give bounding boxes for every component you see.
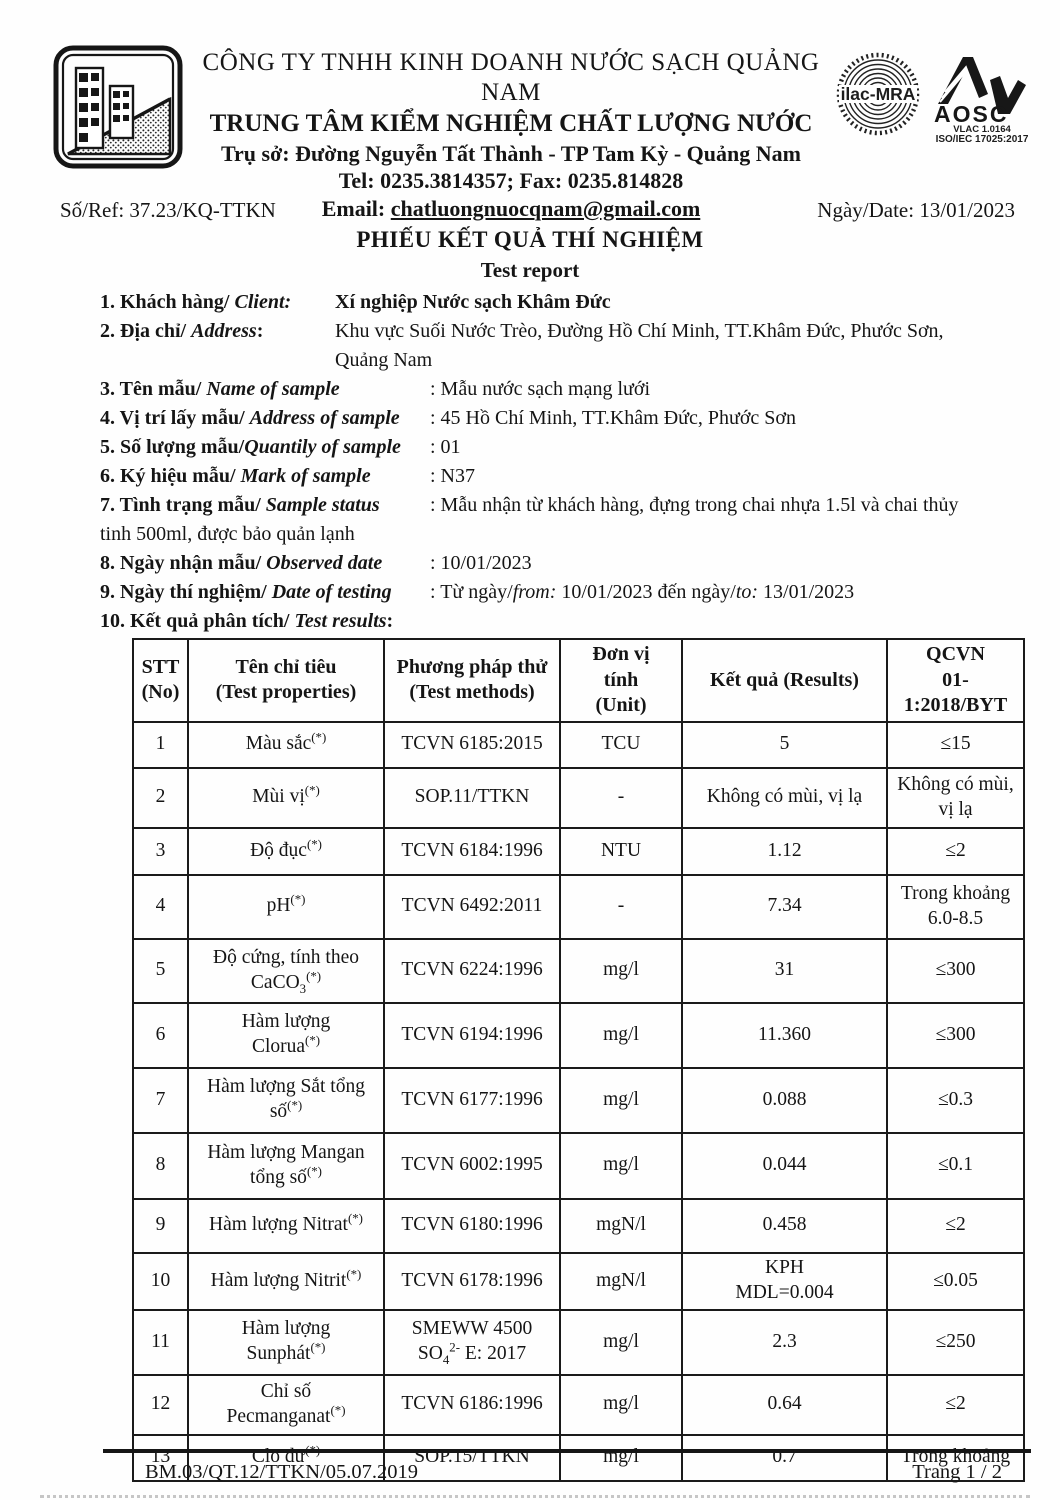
ilac-stamp-text: ilac-MRA	[840, 84, 916, 104]
cell-method: TCVN 6184:1996	[384, 828, 560, 875]
cell-result: 11.360	[682, 1003, 887, 1068]
cell-result: KPH MDL=0.004	[682, 1253, 887, 1310]
cell-result: 7.34	[682, 875, 887, 939]
table-row	[133, 875, 1024, 939]
report-title: PHIẾU KẾT QUẢ THÍ NGHIỆM	[356, 227, 704, 252]
table-row	[133, 1003, 1024, 1068]
info-item	[60, 317, 1016, 375]
cell-unit: mg/l	[560, 1003, 682, 1068]
cell-name: Clo dư(*)	[188, 1435, 384, 1481]
cell-unit: -	[560, 768, 682, 828]
info-item-label: 5. Số lượng mẫu/Quantily of sample	[100, 436, 401, 458]
company-telfax: Tel: 0235.3814357; Fax: 0235.814828	[338, 168, 684, 194]
cell-stt: 2	[133, 768, 188, 828]
company-name: CÔNG TY TNHH KINH DOANH NƯỚC SẠCH QUẢNG NAM	[202, 49, 820, 106]
info-item-value: Xí nghiệp Nước sạch Khâm Đức	[335, 291, 611, 313]
info-item-value: Khu vực Suối Nước Trèo, Đường Hồ Chí Minh, TT.Khâm Đức, Phước Sơn, Quảng Nam	[335, 320, 944, 371]
cell-method: TCVN 6194:1996	[384, 1003, 560, 1068]
cell-result: Không có mùi, vị lạ	[682, 768, 887, 828]
info-item-label: 1. Khách hàng/ Client:	[100, 291, 292, 313]
cell-limit: ≤2	[887, 828, 1024, 875]
info-item-label: 3. Tên mẫu/ Name of sample	[100, 378, 340, 400]
cell-name: Hàm lượng Sắt tổng số(*)	[188, 1068, 384, 1133]
cell-method: TCVN 6178:1996	[384, 1253, 560, 1310]
results-table-body	[133, 722, 1024, 1481]
col-header-limit: QCVN 01- 1:2018/BYT	[887, 639, 1024, 722]
results-table-wrap	[132, 638, 1029, 1468]
cell-stt: 4	[133, 875, 188, 939]
table-row	[133, 828, 1024, 875]
cell-name: Độ cứng, tính theo CaCO$_3$(*)	[188, 939, 384, 1003]
results-table	[132, 638, 1025, 1482]
center-name: TRUNG TÂM KIỂM NGHIỆM CHẤT LƯỢNG NƯỚC	[209, 110, 813, 137]
cell-stt: 8	[133, 1133, 188, 1199]
table-row	[133, 1253, 1024, 1310]
info-item	[60, 375, 1016, 404]
cell-limit: Trong khoảng	[887, 1435, 1024, 1481]
cell-method: TCVN 6186:1996	[384, 1375, 560, 1435]
cell-name: Màu sắc(*)	[188, 722, 384, 768]
cell-unit: -	[560, 875, 682, 939]
cell-unit: mg/l	[560, 939, 682, 1003]
page-cut-divider	[103, 1449, 1031, 1453]
cell-stt: 13	[133, 1435, 188, 1481]
table-row	[133, 1310, 1024, 1375]
cell-unit: mg/l	[560, 1435, 682, 1481]
table-row	[133, 1375, 1024, 1435]
info-item-label: 10. Kết quả phân tích/ Test results:	[100, 610, 394, 632]
info-item-value: : Mẫu nhận từ khách hàng, đựng trong chai nhựa 1.5l và chai thủy tinh 500ml, được bảo quản lạnh	[100, 494, 959, 545]
info-item-value: : Từ ngày/from: 10/01/2023 đến ngày/to: 13/01/2023	[430, 581, 855, 603]
cell-limit: Không có mùi, vị lạ	[887, 768, 1024, 828]
cell-limit: ≤0.1	[887, 1133, 1024, 1199]
info-list	[60, 288, 1016, 636]
cell-stt: 11	[133, 1310, 188, 1375]
scan-artifact-line	[40, 1495, 1030, 1498]
info-item-value: : N37	[430, 465, 475, 487]
table-row	[133, 939, 1024, 1003]
info-item	[60, 578, 1016, 607]
email-link[interactable]: chatluongnuocqnam@gmail.com	[390, 195, 701, 221]
letterhead	[52, 44, 1032, 222]
cell-name: Hàm lượng Sunphát(*)	[188, 1310, 384, 1375]
cell-method: TCVN 6002:1995	[384, 1133, 560, 1199]
col-header-name: Tên chỉ tiêu (Test properties)	[188, 639, 384, 722]
cell-method: TCVN 6224:1996	[384, 939, 560, 1003]
cell-limit: ≤15	[887, 722, 1024, 768]
title-block	[0, 226, 1060, 283]
aosc-stamp-icon	[930, 52, 1030, 144]
cell-unit: mg/l	[560, 1310, 682, 1375]
aosc-stamp-text: AOSC	[934, 101, 1009, 127]
info-item	[60, 288, 1016, 317]
cell-limit: ≤2	[887, 1375, 1024, 1435]
vlac-number: VLAC 1.0164	[953, 124, 1011, 135]
cell-stt: 5	[133, 939, 188, 1003]
info-item-label: 2. Địa chỉ/ Address:	[100, 320, 264, 342]
cell-limit: ≤0.3	[887, 1068, 1024, 1133]
info-item	[60, 607, 1016, 636]
table-row	[133, 768, 1024, 828]
cell-method: SMEWW 4500 $SO_4^{2-}$ E: 2017	[384, 1310, 560, 1375]
cell-unit: mgN/l	[560, 1199, 682, 1253]
company-address: Trụ sở: Đường Nguyễn Tất Thành - TP Tam Kỳ - Quảng Nam	[221, 141, 801, 166]
col-header-stt: STT (No)	[133, 639, 188, 722]
cell-unit: mg/l	[560, 1068, 682, 1133]
accreditation-stamps	[836, 44, 1032, 144]
ref-number: Số/Ref: 37.23/KQ-TTKN	[60, 198, 276, 222]
cell-stt: 1	[133, 722, 188, 768]
info-item	[60, 462, 1016, 491]
results-table-head	[133, 639, 1024, 722]
cell-result: 0.7	[682, 1435, 887, 1481]
cell-method: TCVN 6177:1996	[384, 1068, 560, 1133]
info-item-value: : 10/01/2023	[430, 552, 532, 574]
meta-row	[60, 195, 1015, 223]
info-item	[60, 491, 1016, 549]
info-item	[60, 404, 1016, 433]
cell-name: Độ đục(*)	[188, 828, 384, 875]
cell-unit: mg/l	[560, 1375, 682, 1435]
ilac-mra-stamp-icon	[836, 52, 920, 138]
cell-result: 0.088	[682, 1068, 887, 1133]
cell-method: TCVN 6180:1996	[384, 1199, 560, 1253]
footer-page-number: Trang 1 / 2	[912, 1461, 1002, 1483]
cell-limit: ≤300	[887, 1003, 1024, 1068]
cell-name: Hàm lượng Clorua(*)	[188, 1003, 384, 1068]
cell-result: 0.64	[682, 1375, 887, 1435]
footer-form-code: BM.03/QT.12/TTKN/05.07.2019	[145, 1461, 418, 1483]
cell-name: pH(*)	[188, 875, 384, 939]
info-item	[60, 433, 1016, 462]
table-row	[133, 722, 1024, 768]
table-row	[133, 1199, 1024, 1253]
company-logo	[52, 44, 186, 176]
cell-name: Chỉ số Pecmanganat(*)	[188, 1375, 384, 1435]
info-item-label: 4. Vị trí lấy mẫu/ Address of sample	[100, 407, 400, 429]
cell-name: Mùi vị(*)	[188, 768, 384, 828]
cell-result: 0.458	[682, 1199, 887, 1253]
cell-limit: ≤2	[887, 1199, 1024, 1253]
cell-unit: TCU	[560, 722, 682, 768]
report-subtitle: Test report	[480, 257, 580, 282]
cell-limit: ≤250	[887, 1310, 1024, 1375]
cell-result: 0.044	[682, 1133, 887, 1199]
cell-unit: mgN/l	[560, 1253, 682, 1310]
info-item-label: 8. Ngày nhận mẫu/ Observed date	[100, 552, 383, 574]
info-item-value: : 45 Hồ Chí Minh, TT.Khâm Đức, Phước Sơn	[430, 407, 796, 429]
cell-limit: Trong khoảng 6.0-8.5	[887, 875, 1024, 939]
info-item-label: 9. Ngày thí nghiệm/ Date of testing	[100, 581, 392, 603]
email-label: Email:	[321, 195, 391, 221]
table-row	[133, 1133, 1024, 1199]
cell-unit: NTU	[560, 828, 682, 875]
info-item	[60, 549, 1016, 578]
cell-limit: ≤300	[887, 939, 1024, 1003]
cell-result: 31	[682, 939, 887, 1003]
cell-result: 5	[682, 722, 887, 768]
col-header-result: Kết quả (Results)	[682, 639, 887, 722]
info-item-label: 6. Ký hiệu mẫu/ Mark of sample	[100, 465, 371, 487]
cell-stt: 6	[133, 1003, 188, 1068]
cell-name: Hàm lượng Nitrat(*)	[188, 1199, 384, 1253]
report-date: Ngày/Date: 13/01/2023	[817, 198, 1015, 222]
cell-stt: 9	[133, 1199, 188, 1253]
cell-limit: ≤0.05	[887, 1253, 1024, 1310]
cell-name: Hàm lượng Mangan tổng số(*)	[188, 1133, 384, 1199]
info-item-label: 7. Tình trạng mẫu/ Sample status	[100, 494, 380, 516]
col-header-unit: Đơn vị tính (Unit)	[560, 639, 682, 722]
table-row	[133, 1068, 1024, 1133]
col-header-method: Phương pháp thử (Test methods)	[384, 639, 560, 722]
cell-method: TCVN 6185:2015	[384, 722, 560, 768]
cell-result: 1.12	[682, 828, 887, 875]
cell-stt: 3	[133, 828, 188, 875]
cell-stt: 12	[133, 1375, 188, 1435]
cell-result: 2.3	[682, 1310, 887, 1375]
info-item-value: : Mẫu nước sạch mạng lưới	[430, 378, 651, 400]
cell-stt: 10	[133, 1253, 188, 1310]
letterhead-text	[186, 44, 836, 222]
cell-method: SOP.11/TTKN	[384, 768, 560, 828]
buildings-logo-icon	[52, 44, 184, 171]
cell-method: SOP.15/TTKN	[384, 1435, 560, 1481]
cell-stt: 7	[133, 1068, 188, 1133]
cell-method: TCVN 6492:2011	[384, 875, 560, 939]
cell-unit: mg/l	[560, 1133, 682, 1199]
iso-standard: ISO/IEC 17025:2017	[935, 134, 1029, 145]
footer	[60, 1461, 1010, 1484]
info-item-value: : 01	[430, 436, 461, 458]
cell-name: Hàm lượng Nitrit(*)	[188, 1253, 384, 1310]
